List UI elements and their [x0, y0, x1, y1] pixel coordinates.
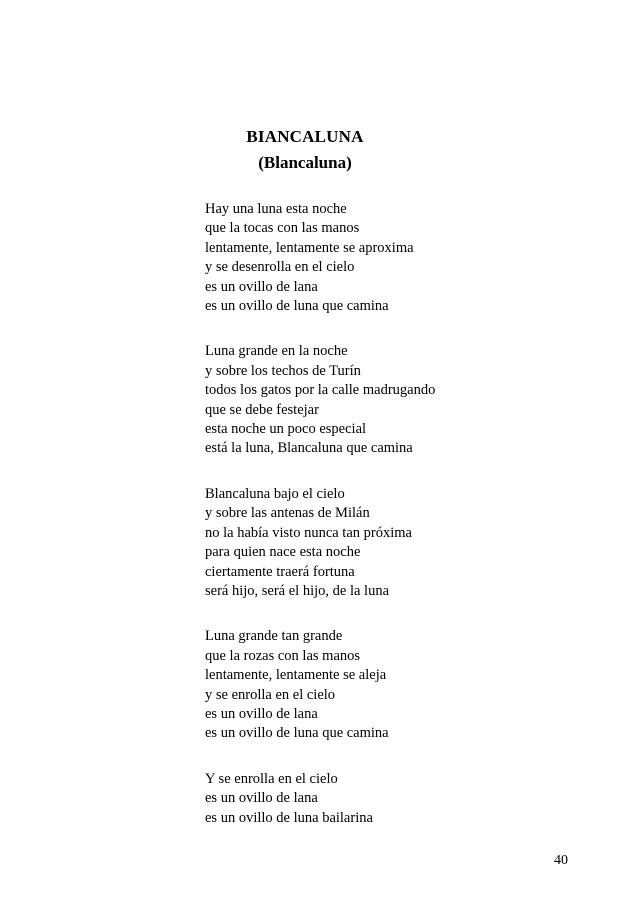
poem-line: Blancaluna bajo el cielo: [205, 485, 345, 502]
poem-line: y sobre los techos de Turín: [205, 362, 361, 379]
poem-line: será hijo, será el hijo, de la luna: [205, 582, 390, 599]
poem-line: ciertamente traerá fortuna: [205, 563, 355, 580]
stanza-4: [205, 627, 585, 743]
poem-line: esta noche un poco especial: [205, 421, 367, 438]
title-block: [205, 125, 405, 175]
poem-line: lentamente, lentamente se aleja: [205, 667, 387, 684]
poem-line: es un ovillo de lana: [205, 705, 318, 722]
stanza-2: [205, 342, 585, 458]
poem-line: Y se enrolla en el cielo: [205, 770, 338, 787]
poem-line: es un ovillo de luna que camina: [205, 298, 389, 315]
poem-line: y se enrolla en el cielo: [205, 686, 336, 703]
poem-line: lentamente, lentamente se aproxima: [205, 239, 414, 256]
poem-line: no la había visto nunca tan próxima: [205, 524, 412, 541]
poem-line: para quien nace esta noche: [205, 544, 361, 561]
poem-line: y sobre las antenas de Milán: [205, 505, 370, 522]
poem-line: es un ovillo de lana: [205, 278, 318, 295]
poem-line: Luna grande en la noche: [205, 343, 348, 360]
poem-line: que se debe festejar: [205, 401, 319, 418]
poem-line: Luna grande tan grande: [205, 628, 343, 645]
stanza-1: [205, 200, 585, 316]
poem-line: es un ovillo de luna que camina: [205, 725, 389, 742]
poem-line: todos los gatos por la calle madrugando: [205, 382, 436, 399]
poem-subtitle: (Blancaluna): [258, 153, 352, 172]
page-number: 40: [554, 853, 568, 868]
poem-line: y se desenrolla en el cielo: [205, 259, 355, 276]
poem-line: está la luna, Blancaluna que camina: [205, 440, 413, 457]
stanza-3: [205, 485, 585, 601]
poem-body: [205, 200, 585, 828]
poem-line: que la tocas con las manos: [205, 220, 360, 237]
poem-line: es un ovillo de lana: [205, 790, 318, 807]
poem-title: BIANCALUNA: [246, 127, 364, 146]
poem-line: es un ovillo de luna bailarina: [205, 809, 373, 826]
poem-line: Hay una luna esta noche: [205, 201, 347, 217]
stanza-5: [205, 770, 585, 828]
poem-line: que la rozas con las manos: [205, 647, 361, 664]
